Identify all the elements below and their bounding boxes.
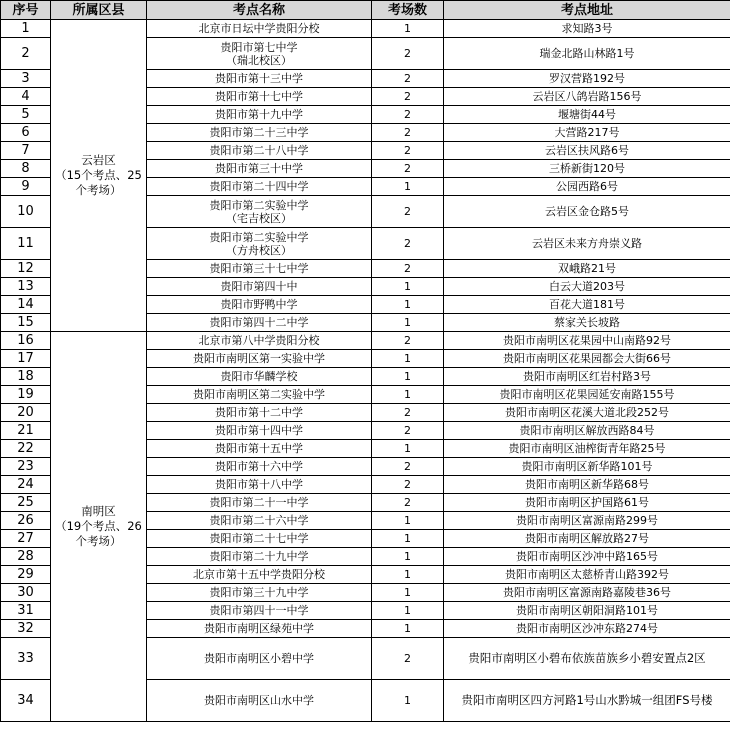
room-count: 1 — [372, 566, 444, 584]
district-name: 南明区 — [81, 504, 116, 518]
row-index: 24 — [1, 476, 51, 494]
site-address: 贵阳市南明区油榨街青年路25号 — [444, 440, 730, 458]
row-index: 16 — [1, 332, 51, 350]
header-district: 所属区县 — [51, 1, 147, 20]
district-name: 云岩区 — [81, 153, 116, 167]
site-address: 云岩区未来方舟崇义路 — [444, 228, 730, 260]
site-name: 贵阳市第二实验中学 （宅吉校区） — [147, 196, 372, 228]
header-site: 考点名称 — [147, 1, 372, 20]
room-count: 1 — [372, 350, 444, 368]
room-count: 1 — [372, 296, 444, 314]
row-index: 10 — [1, 196, 51, 228]
site-address: 贵阳市南明区红岩村路3号 — [444, 368, 730, 386]
room-count: 2 — [372, 638, 444, 680]
row-index: 27 — [1, 530, 51, 548]
site-name: 贵阳市第十五中学 — [147, 440, 372, 458]
row-index: 22 — [1, 440, 51, 458]
site-name: 贵阳市华麟学校 — [147, 368, 372, 386]
site-name: 贵阳市野鸭中学 — [147, 296, 372, 314]
site-name: 贵阳市第三十七中学 — [147, 260, 372, 278]
header-address: 考点地址 — [444, 1, 730, 20]
site-name: 贵阳市第七中学 （瑞北校区） — [147, 38, 372, 70]
site-address: 蔡家关长坡路 — [444, 314, 730, 332]
room-count: 2 — [372, 404, 444, 422]
header-index: 序号 — [1, 1, 51, 20]
room-count: 1 — [372, 314, 444, 332]
row-index: 33 — [1, 638, 51, 680]
site-name: 贵阳市第四十一中学 — [147, 602, 372, 620]
site-address: 贵阳市南明区太慈桥青山路392号 — [444, 566, 730, 584]
row-index: 7 — [1, 142, 51, 160]
site-name: 贵阳市第四十中 — [147, 278, 372, 296]
site-name: 贵阳市第二实验中学 （方舟校区） — [147, 228, 372, 260]
site-name: 贵阳市第四十二中学 — [147, 314, 372, 332]
row-index: 6 — [1, 124, 51, 142]
site-address: 贵阳市南明区花溪大道北段252号 — [444, 404, 730, 422]
site-address: 白云大道203号 — [444, 278, 730, 296]
room-count: 2 — [372, 142, 444, 160]
room-count: 1 — [372, 278, 444, 296]
site-address: 贵阳市南明区沙冲中路165号 — [444, 548, 730, 566]
site-address: 瑞金北路山林路1号 — [444, 38, 730, 70]
row-index: 11 — [1, 228, 51, 260]
row-index: 2 — [1, 38, 51, 70]
row-index: 19 — [1, 386, 51, 404]
site-address: 贵阳市南明区花果园延安南路155号 — [444, 386, 730, 404]
site-address: 罗汉营路192号 — [444, 70, 730, 88]
row-index: 15 — [1, 314, 51, 332]
room-count: 2 — [372, 106, 444, 124]
room-count: 1 — [372, 680, 444, 722]
row-index: 18 — [1, 368, 51, 386]
room-count: 1 — [372, 548, 444, 566]
district-note: （19个考点、26个考场） — [55, 519, 142, 548]
table-body — [1, 20, 730, 722]
site-address: 堰塘街44号 — [444, 106, 730, 124]
district-cell — [51, 20, 147, 332]
room-count: 2 — [372, 458, 444, 476]
site-name: 贵阳市第二十九中学 — [147, 548, 372, 566]
site-name: 贵阳市第二十六中学 — [147, 512, 372, 530]
site-address: 贵阳市南明区四方河路1号山水黔城一组团FS号楼 — [444, 680, 730, 722]
site-name: 贵阳市南明区第一实验中学 — [147, 350, 372, 368]
site-address: 贵阳市南明区小碧布依族苗族乡小碧安置点2区 — [444, 638, 730, 680]
site-name: 贵阳市第二十八中学 — [147, 142, 372, 160]
room-count: 1 — [372, 530, 444, 548]
row-index: 1 — [1, 20, 51, 38]
row-index: 34 — [1, 680, 51, 722]
site-address: 贵阳市南明区花果园中山南路92号 — [444, 332, 730, 350]
table-row — [1, 20, 730, 38]
site-address: 云岩区金仓路5号 — [444, 196, 730, 228]
row-index: 4 — [1, 88, 51, 106]
site-address: 三桥新街120号 — [444, 160, 730, 178]
site-address: 贵阳市南明区新华路68号 — [444, 476, 730, 494]
site-address: 贵阳市南明区朝阳洞路101号 — [444, 602, 730, 620]
row-index: 5 — [1, 106, 51, 124]
room-count: 2 — [372, 70, 444, 88]
room-count: 1 — [372, 440, 444, 458]
row-index: 12 — [1, 260, 51, 278]
site-name: 北京市第十五中学贵阳分校 — [147, 566, 372, 584]
row-index: 25 — [1, 494, 51, 512]
site-address: 大营路217号 — [444, 124, 730, 142]
district-note: （15个考点、25个考场） — [55, 168, 142, 197]
site-address: 贵阳市南明区解放路27号 — [444, 530, 730, 548]
room-count: 1 — [372, 178, 444, 196]
room-count: 2 — [372, 38, 444, 70]
site-name: 贵阳市第二十一中学 — [147, 494, 372, 512]
site-address: 贵阳市南明区富源南路嘉陵巷36号 — [444, 584, 730, 602]
row-index: 17 — [1, 350, 51, 368]
site-address: 云岩区八鸽岩路156号 — [444, 88, 730, 106]
site-address: 贵阳市南明区护国路61号 — [444, 494, 730, 512]
district-cell — [51, 332, 147, 722]
room-count: 2 — [372, 260, 444, 278]
room-count: 1 — [372, 602, 444, 620]
room-count: 2 — [372, 124, 444, 142]
row-index: 28 — [1, 548, 51, 566]
room-count: 1 — [372, 386, 444, 404]
row-index: 13 — [1, 278, 51, 296]
site-address: 双峨路21号 — [444, 260, 730, 278]
room-count: 2 — [372, 88, 444, 106]
row-index: 9 — [1, 178, 51, 196]
room-count: 2 — [372, 332, 444, 350]
site-address: 百花大道181号 — [444, 296, 730, 314]
row-index: 26 — [1, 512, 51, 530]
room-count: 1 — [372, 620, 444, 638]
site-name: 北京市第八中学贵阳分校 — [147, 332, 372, 350]
row-index: 14 — [1, 296, 51, 314]
header-row — [1, 1, 730, 20]
site-name: 贵阳市南明区小碧中学 — [147, 638, 372, 680]
site-name: 贵阳市第十六中学 — [147, 458, 372, 476]
room-count: 2 — [372, 422, 444, 440]
site-address: 贵阳市南明区富源南路299号 — [444, 512, 730, 530]
row-index: 20 — [1, 404, 51, 422]
site-name: 贵阳市第十九中学 — [147, 106, 372, 124]
room-count: 2 — [372, 196, 444, 228]
row-index: 3 — [1, 70, 51, 88]
site-name: 贵阳市第二十三中学 — [147, 124, 372, 142]
site-name: 贵阳市第二十七中学 — [147, 530, 372, 548]
row-index: 30 — [1, 584, 51, 602]
row-index: 32 — [1, 620, 51, 638]
site-name: 贵阳市第十七中学 — [147, 88, 372, 106]
site-address: 贵阳市南明区新华路101号 — [444, 458, 730, 476]
room-count: 2 — [372, 160, 444, 178]
site-name: 贵阳市第十二中学 — [147, 404, 372, 422]
site-name: 贵阳市第十八中学 — [147, 476, 372, 494]
site-name: 贵阳市第十四中学 — [147, 422, 372, 440]
site-address: 云岩区扶风路6号 — [444, 142, 730, 160]
row-index: 31 — [1, 602, 51, 620]
row-index: 21 — [1, 422, 51, 440]
room-count: 2 — [372, 476, 444, 494]
site-name: 贵阳市南明区第二实验中学 — [147, 386, 372, 404]
site-address: 求知路3号 — [444, 20, 730, 38]
row-index: 23 — [1, 458, 51, 476]
site-address: 贵阳市南明区解放西路84号 — [444, 422, 730, 440]
room-count: 2 — [372, 494, 444, 512]
site-address: 贵阳市南明区沙冲东路274号 — [444, 620, 730, 638]
site-name: 贵阳市第二十四中学 — [147, 178, 372, 196]
site-name: 贵阳市第三十中学 — [147, 160, 372, 178]
room-count: 1 — [372, 584, 444, 602]
row-index: 8 — [1, 160, 51, 178]
site-address: 贵阳市南明区花果园都会大街66号 — [444, 350, 730, 368]
header-rooms: 考场数 — [372, 1, 444, 20]
room-count: 1 — [372, 20, 444, 38]
room-count: 2 — [372, 228, 444, 260]
site-address: 公园西路6号 — [444, 178, 730, 196]
site-name: 贵阳市第三十九中学 — [147, 584, 372, 602]
row-index: 29 — [1, 566, 51, 584]
table-row — [1, 332, 730, 350]
room-count: 1 — [372, 368, 444, 386]
site-name: 贵阳市南明区绿苑中学 — [147, 620, 372, 638]
room-count: 1 — [372, 512, 444, 530]
site-name: 贵阳市第十三中学 — [147, 70, 372, 88]
site-name: 贵阳市南明区山水中学 — [147, 680, 372, 722]
site-name: 北京市日坛中学贵阳分校 — [147, 20, 372, 38]
